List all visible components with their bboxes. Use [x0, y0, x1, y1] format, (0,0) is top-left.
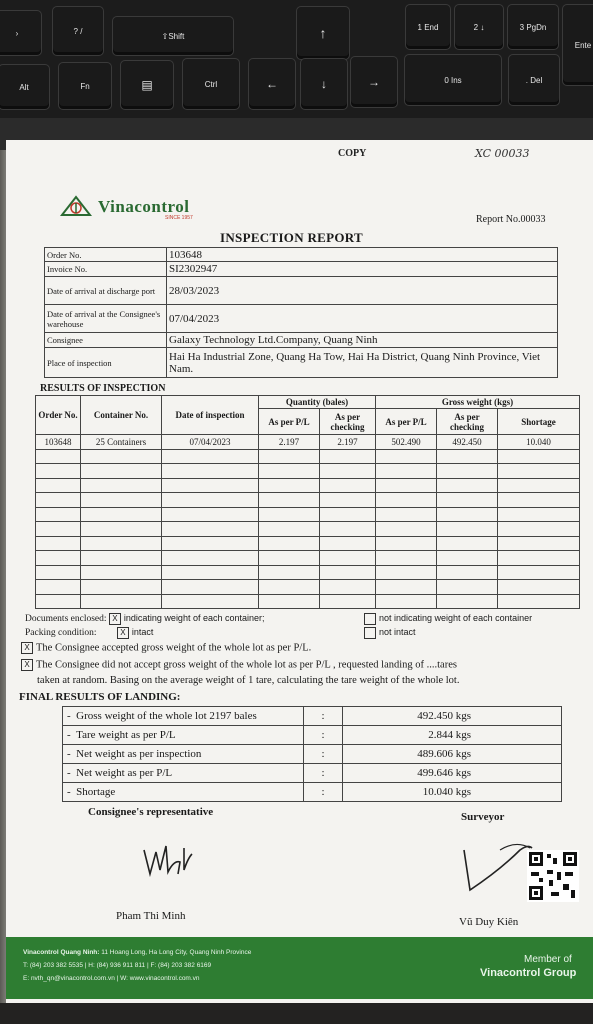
- cell-gw-pl: 502.490: [376, 435, 437, 450]
- key-shift: ⇧Shift: [112, 16, 234, 56]
- info-value: 28/03/2023: [167, 277, 558, 305]
- key-up: ↑: [296, 6, 350, 60]
- info-label: Invoice No.: [45, 262, 167, 277]
- documents-option-2: [364, 613, 532, 625]
- cell-qty-check: 2.197: [320, 435, 376, 450]
- empty-row: [36, 522, 580, 537]
- packing-option-2-label: not intact: [379, 627, 416, 638]
- key-fn: Fn: [58, 62, 112, 110]
- key-ins: 0 Ins: [404, 54, 502, 106]
- vinacontrol-logo: [60, 195, 189, 217]
- consignee-rep-label: Consignee's representative: [88, 806, 214, 818]
- table-row: [36, 435, 580, 450]
- key-pgdn: 3 PgDn: [507, 4, 559, 50]
- consignee-name: Pham Thi Minh: [116, 910, 186, 922]
- info-label: Date of arrival at the Consignee's warehouse: [45, 305, 167, 333]
- empty-row: [36, 507, 580, 522]
- final-dash: -: [67, 786, 71, 798]
- final-dash: -: [67, 729, 71, 741]
- final-colon: :: [304, 783, 343, 802]
- final-row: [63, 745, 562, 764]
- docs-option-2-label: not indicating weight of each container: [379, 613, 533, 624]
- info-table: [44, 247, 558, 378]
- empty-row: [36, 449, 580, 464]
- col-gross-weight-group: Gross weight (kgs): [376, 396, 580, 409]
- footer-phones: T: (84) 203 382 5535 | H: (84) 936 911 811 | F: (84) 203 382 6169: [23, 962, 212, 969]
- notaccept-checkbox: X: [21, 659, 33, 671]
- final-label: Shortage: [76, 786, 116, 798]
- col-date: Date of inspection: [162, 396, 259, 435]
- key-end: 1 End: [405, 4, 451, 50]
- packing-row: [25, 627, 153, 639]
- packing-checkbox-empty: [364, 627, 376, 639]
- final-value-cell: [343, 707, 562, 726]
- col-qty-pl: As per P/L: [259, 409, 320, 435]
- info-label: Consignee: [45, 333, 167, 348]
- final-colon: :: [304, 745, 343, 764]
- final-colon: :: [304, 726, 343, 745]
- final-row: [63, 726, 562, 745]
- info-row: [45, 262, 558, 277]
- info-value: Hai Ha Industrial Zone, Quang Ha Tow, Hai Ha District, Quang Ninh Province, Viet Nam.: [167, 348, 558, 378]
- notaccept-row: [21, 659, 457, 671]
- key-alt: Alt: [0, 64, 50, 110]
- key-menu: ▤: [120, 60, 174, 110]
- footer-email: E: nvth_qn@vinacontrol.com.vn | W: www.vinacontrol.com.vn: [23, 975, 200, 982]
- results-table: [35, 395, 580, 609]
- cell-shortage: 10.040: [498, 435, 580, 450]
- final-unit: kgs: [455, 748, 471, 760]
- footer-address-line: [23, 949, 251, 956]
- final-label-cell: [63, 764, 304, 783]
- col-order-no: Order No.: [36, 396, 81, 435]
- report-number: Report No.00033: [476, 214, 546, 225]
- accept-checkbox: X: [21, 642, 33, 654]
- docs-checkbox-empty: [364, 613, 376, 625]
- empty-row: [36, 493, 580, 508]
- final-heading: FINAL RESULTS OF LANDING:: [19, 691, 181, 703]
- notaccept-text: The Consignee did not accept gross weight of the whole lot as per P/L , requested landing of ....tares: [36, 659, 457, 671]
- final-dash: -: [67, 748, 71, 760]
- results-header-row: [36, 396, 580, 409]
- key-right: →: [350, 56, 398, 108]
- final-unit: kgs: [455, 729, 471, 741]
- key-question: ? /: [52, 6, 104, 56]
- info-row: [45, 248, 558, 262]
- col-gw-pl: As per P/L: [376, 409, 437, 435]
- logo-emblem-icon: [60, 195, 92, 217]
- accept-row: [21, 642, 311, 654]
- key-left: ←: [248, 58, 296, 110]
- docs-checkbox-checked: X: [109, 613, 121, 625]
- footer-company: Vinacontrol Quang Ninh:: [23, 949, 100, 956]
- keyboard: [0, 0, 593, 150]
- final-label: Net weight as per P/L: [76, 767, 173, 779]
- final-label-cell: [63, 726, 304, 745]
- consignee-signature: [140, 840, 200, 880]
- final-label: Gross weight of the whole lot 2197 bales: [76, 710, 257, 722]
- info-label: Date of arrival at discharge port: [45, 277, 167, 305]
- empty-row: [36, 478, 580, 493]
- final-value: 10.040: [422, 786, 453, 798]
- col-shortage: Shortage: [498, 409, 580, 435]
- notaccept-text-2: taken at random. Basing on the average weight of 1 tare, calculating the tare weight of the whole lot.: [37, 675, 460, 686]
- surveyor-signature: [460, 840, 535, 900]
- packing-label: Packing condition:: [25, 628, 97, 639]
- empty-row: [36, 594, 580, 609]
- final-unit: kgs: [455, 786, 471, 798]
- copy-stamp: COPY: [338, 148, 367, 159]
- final-row: [63, 783, 562, 802]
- info-row: [45, 277, 558, 305]
- final-value-cell: [343, 764, 562, 783]
- final-dash: -: [67, 710, 71, 722]
- final-label-cell: [63, 783, 304, 802]
- cell-container-no: 25 Containers: [81, 435, 162, 450]
- surveyor-name: Vũ Duy Kiên: [459, 916, 519, 928]
- cell-qty-pl: 2.197: [259, 435, 320, 450]
- info-row: [45, 333, 558, 348]
- final-label-cell: [63, 707, 304, 726]
- final-value: 492.450: [417, 710, 453, 722]
- final-value: 2.844: [428, 729, 453, 741]
- info-value: Galaxy Technology Ltd.Company, Quang Ninh: [167, 333, 558, 348]
- packing-option-1: intact: [131, 627, 154, 638]
- logo-text: Vinacontrol: [98, 197, 190, 216]
- final-value: 489.606: [417, 748, 453, 760]
- report-title: INSPECTION REPORT: [220, 230, 363, 245]
- packing-checkbox-checked: X: [117, 627, 129, 639]
- empty-row: [36, 536, 580, 551]
- key-del: . Del: [508, 54, 560, 106]
- final-value: 499.646: [417, 767, 453, 779]
- key-2: 2 ↓: [454, 4, 504, 50]
- documents-enclosed-row: [25, 613, 265, 625]
- final-unit: kgs: [455, 710, 471, 722]
- final-row: [63, 764, 562, 783]
- key-left-partial: ›: [0, 10, 42, 56]
- footer-member-of: Member of: [524, 954, 572, 965]
- info-row: [45, 305, 558, 333]
- cell-date: 07/04/2023: [162, 435, 259, 450]
- info-label: Place of inspection: [45, 348, 167, 378]
- footer-address: 11 Hoang Long, Ha Long City, Quang Ninh Province: [101, 949, 252, 956]
- final-unit: kgs: [455, 767, 471, 779]
- final-label: Tare weight as per P/L: [76, 729, 176, 741]
- final-results-table: [62, 706, 562, 802]
- final-value-cell: [343, 745, 562, 764]
- final-value-cell: [343, 726, 562, 745]
- col-qty-check: As per checking: [320, 409, 376, 435]
- surveyor-label: Surveyor: [461, 811, 505, 823]
- qr-code-icon: [527, 850, 579, 902]
- info-value: SI2302947: [167, 262, 558, 277]
- col-gw-check: As per checking: [437, 409, 498, 435]
- final-value-cell: [343, 783, 562, 802]
- final-dash: -: [67, 767, 71, 779]
- footer-bar: [6, 937, 593, 999]
- cell-gw-check: 492.450: [437, 435, 498, 450]
- info-value: 07/04/2023: [167, 305, 558, 333]
- empty-row: [36, 565, 580, 580]
- empty-row: [36, 580, 580, 595]
- desk-surface: [0, 1003, 593, 1024]
- handwritten-note: XC 00033: [475, 147, 530, 160]
- empty-row: [36, 551, 580, 566]
- accept-text: The Consignee accepted gross weight of the whole lot as per P/L.: [36, 642, 312, 654]
- info-label: Order No.: [45, 248, 167, 262]
- packing-option-2: [364, 627, 416, 639]
- col-quantity-group: Quantity (bales): [259, 396, 376, 409]
- key-enter: Ente: [562, 4, 593, 86]
- final-colon: :: [304, 707, 343, 726]
- final-colon: :: [304, 764, 343, 783]
- info-value: 103648: [167, 248, 558, 262]
- final-row: [63, 707, 562, 726]
- footer-group: Vinacontrol Group: [480, 967, 577, 979]
- docs-option-1: indicating weight of each container;: [123, 613, 265, 624]
- documents-label: Documents enclosed:: [25, 614, 107, 625]
- key-down: ↓: [300, 58, 348, 110]
- col-container-no: Container No.: [81, 396, 162, 435]
- cell-order-no: 103648: [36, 435, 81, 450]
- final-label: Net weight as per inspection: [76, 748, 202, 760]
- empty-row: [36, 464, 580, 479]
- info-row: [45, 348, 558, 378]
- results-heading: RESULTS OF INSPECTION: [40, 383, 166, 394]
- logo-since: SINCE 1957: [165, 215, 193, 221]
- key-ctrl: Ctrl: [182, 58, 240, 110]
- final-label-cell: [63, 745, 304, 764]
